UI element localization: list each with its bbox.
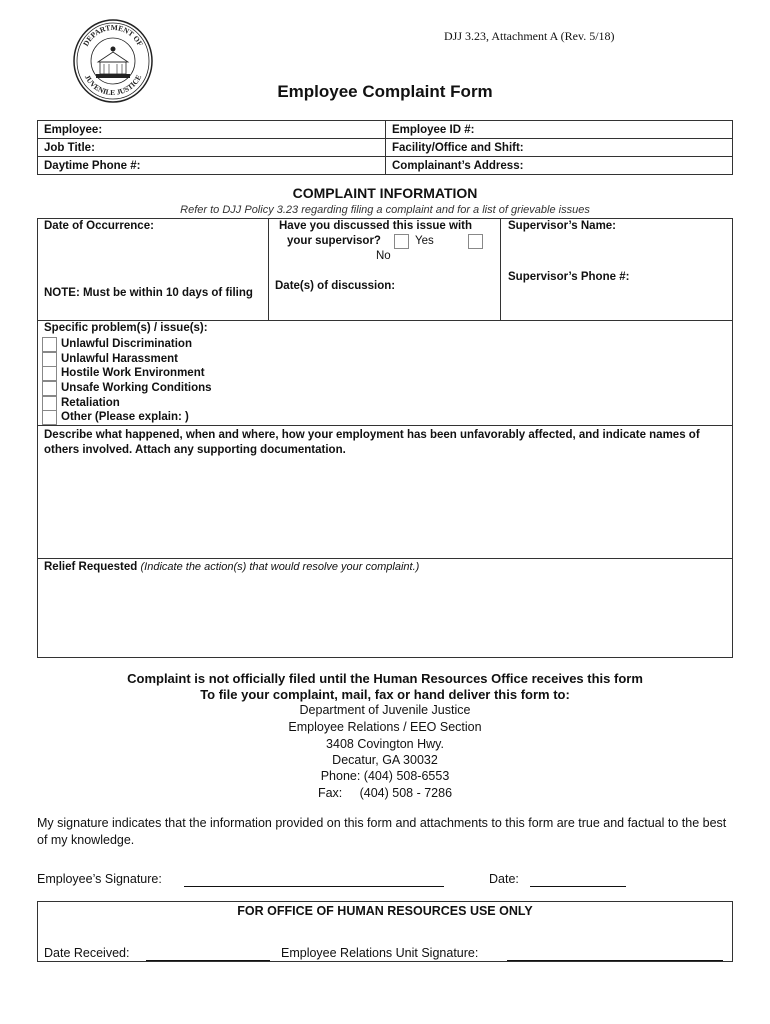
supervisor-name-field[interactable]: Supervisor’s Name:: [508, 220, 617, 232]
section-subtitle: Refer to DJJ Policy 3.23 regarding filing a complaint and for a list of grievable issues: [180, 204, 590, 216]
employee-field[interactable]: Employee:: [38, 121, 386, 139]
discussion-dates-field[interactable]: Date(s) of discussion:: [275, 280, 396, 292]
no-label: No: [376, 250, 391, 262]
form-title: Employee Complaint Form: [277, 82, 493, 101]
checkbox[interactable]: [42, 396, 57, 411]
address-field[interactable]: Complainant’s Address:: [386, 157, 733, 175]
address-line: 3408 Covington Hwy.: [326, 737, 444, 751]
discussed-question: Have you discussed this issue with: [279, 220, 473, 232]
filing-notice: Complaint is not officially filed until the Human Resources Office receives this form: [127, 671, 643, 686]
svg-text:JUVENILE JUSTICE: JUVENILE JUSTICE: [82, 73, 144, 98]
relief-hint: (Indicate the action(s) that would resolve your complaint.): [140, 561, 420, 573]
checkbox[interactable]: [42, 337, 57, 352]
relief-label: Relief Requested: [44, 561, 138, 573]
divider: [37, 558, 733, 559]
employee-id-field[interactable]: Employee ID #:: [386, 121, 733, 139]
discussed-question-2: your supervisor?: [287, 235, 381, 247]
signature-statement: My signature indicates that the information provided on this form and attachments to this form are true and factual to the best of my knowledge.: [37, 816, 727, 847]
er-signature-line[interactable]: [507, 946, 723, 961]
describe-field[interactable]: Describe what happened, when and where, how your employment has been unfavorably affected, and indicate names of others involved. Attach any supporting documentation.: [44, 429, 700, 456]
filing-instruction: To file your complaint, mail, fax or hand deliver this form to:: [200, 687, 570, 702]
divider: [37, 320, 733, 321]
hr-office-title: FOR OFFICE OF HUMAN RESOURCES USE ONLY: [237, 904, 533, 918]
fax-line: Fax: (404) 508 - 7286: [317, 786, 453, 800]
yes-label: Yes: [415, 235, 434, 247]
date-received-line[interactable]: [146, 946, 270, 961]
employee-info-table: [37, 120, 733, 175]
job-title-field[interactable]: Job Title:: [38, 139, 386, 157]
supervisor-phone-field[interactable]: Supervisor’s Phone #:: [508, 271, 630, 283]
address-line: Department of Juvenile Justice: [299, 703, 471, 717]
date-label: Date:: [489, 872, 519, 886]
section-title: COMPLAINT INFORMATION: [292, 185, 478, 201]
document-id: DJJ 3.23, Attachment A (Rev. 5/18): [444, 29, 615, 43]
facility-field[interactable]: Facility/Office and Shift:: [386, 139, 733, 157]
checkbox[interactable]: [42, 410, 57, 425]
phone-line: Phone: (404) 508-6553: [320, 769, 450, 783]
checkbox[interactable]: [42, 366, 57, 381]
checkbox[interactable]: [42, 352, 57, 367]
date-received-label: Date Received:: [44, 946, 130, 960]
employee-signature-label: Employee’s Signature:: [37, 872, 162, 886]
problems-label: Specific problem(s) / issue(s):: [44, 322, 208, 334]
address-line: Decatur, GA 30032: [332, 753, 438, 767]
relief-field[interactable]: [44, 561, 419, 573]
er-signature-label: Employee Relations Unit Signature:: [281, 946, 479, 960]
date-line[interactable]: [530, 872, 626, 887]
svg-text:DEPARTMENT OF: DEPARTMENT OF: [81, 22, 145, 48]
no-checkbox[interactable]: [468, 234, 483, 249]
divider: [500, 218, 501, 320]
note-text: NOTE: Must be within 10 days of filing: [44, 287, 253, 299]
checkbox[interactable]: [42, 381, 57, 396]
daytime-phone-field[interactable]: Daytime Phone #:: [38, 157, 386, 175]
yes-checkbox[interactable]: [394, 234, 409, 249]
date-of-occurrence-field[interactable]: Date of Occurrence:: [44, 220, 154, 232]
address-line: Employee Relations / EEO Section: [288, 720, 482, 734]
divider: [268, 218, 269, 320]
employee-signature-line[interactable]: [184, 872, 444, 887]
divider: [37, 425, 733, 426]
